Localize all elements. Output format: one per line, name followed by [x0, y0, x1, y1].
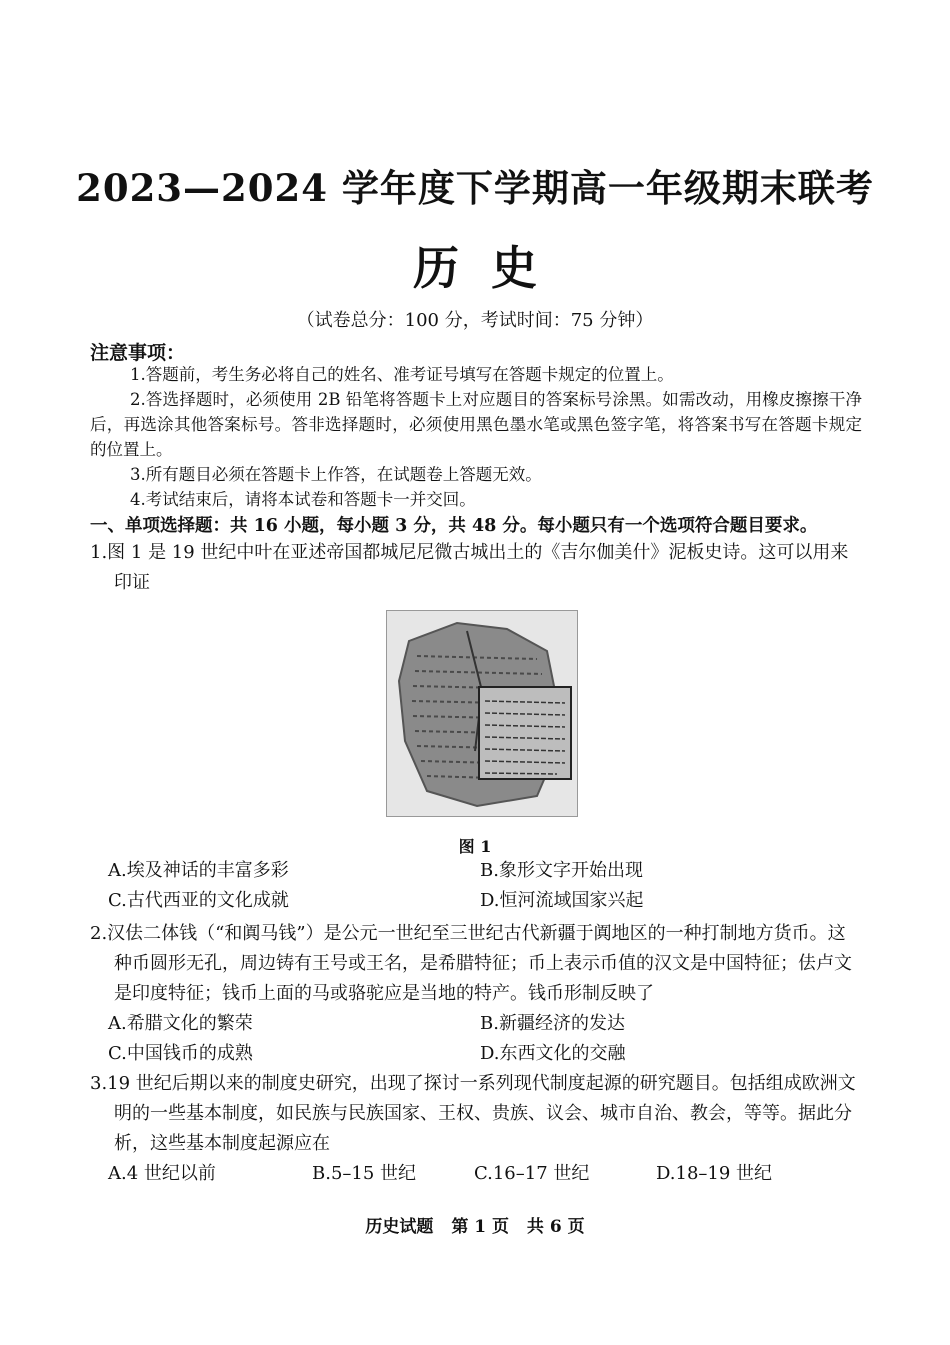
notice-heading: 注意事项： — [90, 342, 186, 364]
question-stem: 3.19 世纪后期以来的制度史研究，出现了探讨一系列现代制度起源的研究题目。包括组成欧洲文明的一些基本制度，如民族与民族国家、王权、贵族、议会、城市自治、教会，等等。据此分析，这些基本制度起源应在 — [90, 1073, 856, 1154]
question-2 — [90, 919, 862, 1069]
option-b: B.象形文字开始出现 — [480, 860, 643, 881]
question-3 — [90, 1069, 862, 1189]
option-a: A.4 世纪以前 — [108, 1163, 216, 1184]
option-a: A.埃及神话的丰富多彩 — [108, 860, 289, 881]
notice-item: 2.答选择题时，必须使用 2B 铅笔将答题卡上对应题目的答案标号涂黑。如需改动，用橡皮擦擦干净后，再选涂其他答案标号。答非选择题时，必须使用黑色墨水笔或黑色签字笔，将答案书写在答题卡规定的位置上。 — [90, 390, 862, 459]
exam-title: 2023—2024 学年度下学期高一年级期末联考 — [76, 166, 874, 210]
notice-list — [90, 362, 862, 512]
option-row — [90, 1009, 862, 1039]
option-c: C.16–17 世纪 — [474, 1163, 590, 1184]
footer-total-pages: 共 6 页 — [526, 1217, 585, 1237]
option-b: B.5–15 世纪 — [312, 1163, 417, 1184]
option-row — [90, 886, 862, 916]
question-1 — [90, 538, 862, 598]
question-1-options — [90, 856, 862, 916]
question-stem: 2.汉佉二体钱（“和阗马钱”）是公元一世纪至三世纪古代新疆于阗地区的一种打制地方货币。这种币圆形无孔，周边铸有王号或王名，是希腊特征；币上表示币值的汉文是中国特征；佉卢文是印度特征；钱币上面的马或骆驼应是当地的特产。钱币形制反映了 — [90, 923, 852, 1004]
option-a: A.希腊文化的繁荣 — [108, 1013, 253, 1034]
option-c: C.古代西亚的文化成就 — [108, 890, 289, 911]
footer-page-number: 第 1 页 — [451, 1217, 509, 1237]
option-b: B.新疆经济的发达 — [480, 1013, 625, 1034]
clay-tablet-illustration — [387, 611, 577, 816]
notice-item: 4.考试结束后，请将本试卷和答题卡一并交回。 — [130, 490, 476, 509]
section-heading: 一、单项选择题：共 16 小题，每小题 3 分，共 48 分。每小题只有一个选项符合题目要求。 — [90, 516, 818, 536]
option-d: D.恒河流域国家兴起 — [480, 890, 644, 911]
figure-caption: 图 1 — [458, 837, 492, 856]
option-row — [90, 1039, 862, 1069]
option-d: D.18–19 世纪 — [656, 1163, 773, 1184]
exam-info: （试卷总分：100 分，考试时间：75 分钟） — [296, 310, 654, 331]
page-footer — [0, 1212, 950, 1237]
notice-item: 1.答题前，考生务必将自己的姓名、准考证号填写在答题卡规定的位置上。 — [130, 365, 674, 384]
footer-subject: 历史试题 — [365, 1217, 434, 1237]
option-row — [90, 856, 862, 886]
clay-tablet-image — [386, 610, 578, 817]
subject-title: 历 史 — [412, 241, 538, 295]
option-d: D.东西文化的交融 — [480, 1043, 626, 1064]
option-c: C.中国钱币的成熟 — [108, 1043, 253, 1064]
notice-item: 3.所有题目必须在答题卡上作答，在试题卷上答题无效。 — [130, 465, 542, 484]
option-row — [90, 1159, 862, 1189]
question-stem: 1.图 1 是 19 世纪中叶在亚述帝国都城尼尼微古城出土的《吉尔伽美什》泥板史诗。这可以用来印证 — [90, 542, 849, 593]
